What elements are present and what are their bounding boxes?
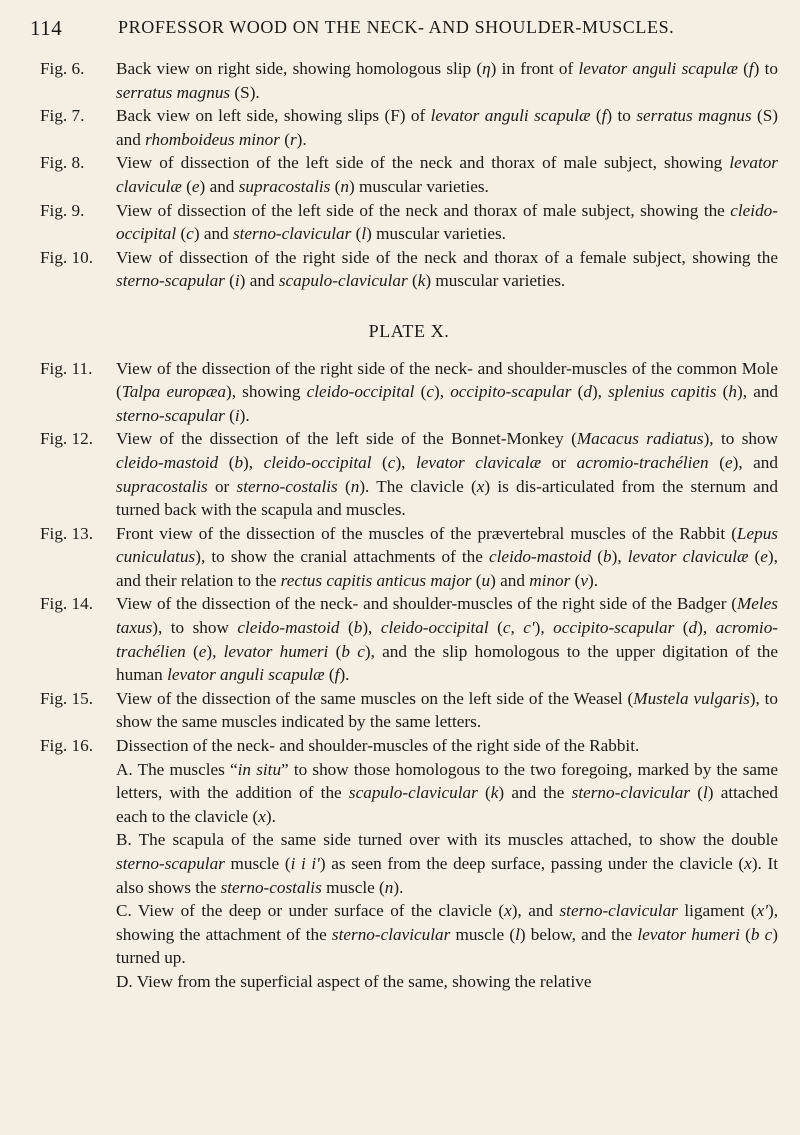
figure-description: View of the dissection of the same muscles on the left side of the Weasel (Mustela vulgaris), to show the same muscles indicated by the same letters. [116,688,778,732]
figure-subpart: B. The scapula of the same side turned over with its muscles attached, to show the double sterno-scapular muscle (i i i') as seen from the deep surface, passing under the clavicle (x). It also shows the sterno-costalis muscle (n). [116,830,778,897]
figure-label: Fig. 15. [40,688,94,708]
page-body [40,57,778,994]
figure-description-intro: Dissection of the neck- and shoulder-muscles of the right side of the Rabbit. [116,736,640,756]
figure-label: Fig. 10. [40,247,94,267]
plate-heading: PLATE X. [368,320,450,341]
figure-label: Fig. 6. [40,59,85,78]
figure-entry [40,151,778,198]
figure-entry [40,57,778,104]
figure-subpart: A. The muscles “in situ” to show those homologous to the two foregoing, marked by the same letters, with the addition of the scapulo-clavicular (k) and the sterno-clavicular (l) attached each to the clavicle (x). [116,759,779,826]
figure-list-plate-x [40,357,778,735]
figure-entry-16 [40,734,778,994]
figure-label: Fig. 11. [40,358,93,378]
figure-description: View of dissection of the left side of the neck and thorax of male subject, showing the cleido-occipital (c) and sterno-clavicular (l) muscular varieties. [116,200,778,244]
figure-subpart: C. View of the deep or under surface of the clavicle (x), and sterno-clavicular ligament (x'), showing the attachment of the sterno-clavicular muscle (l) below, and the levator humeri (b c) turned up. [116,901,778,968]
figure-label: Fig. 12. [40,429,94,449]
running-head: PROFESSOR WOOD ON THE NECK- AND SHOULDER-MUSCLES. [118,17,675,37]
figure-label: Fig. 9. [40,200,85,220]
figure-entry [40,687,778,734]
figure-entry [40,357,778,428]
figure-entry [40,592,778,686]
figure-description: View of the dissection of the neck- and shoulder-muscles of the right side of the Badger (Meles taxus), to show cleido-mastoid (b), cleido-occipital (c, c'), occipito-scapular (d), acromio-trachélien (e), levator humeri (b c), and the slip homologous to the upper digitation of the human levator anguli scapulæ (f). [116,594,779,685]
page-header [30,16,770,42]
figure-list-plate-ix [40,57,778,293]
figure-description [116,734,778,994]
figure-description: Back view on left side, showing slips (F) of levator anguli scapulæ (f) to serratus magnus (S) and rhomboideus minor (r). [116,106,779,149]
figure-entry [40,246,778,293]
figure-description: Back view on right side, showing homologous slip (η) in front of levator anguli scapulæ (f) to serratus magnus (S). [116,59,778,102]
figure-label: Fig. 13. [40,523,94,543]
figure-description: View of dissection of the left side of the neck and thorax of male subject, showing levator claviculæ (e) and supracostalis (n) muscular varieties. [116,153,778,196]
figure-entry [40,199,778,246]
figure-description: View of the dissection of the right side of the neck- and shoulder-muscles of the common Mole (Talpa europæa), showing cleido-occipital (c), occipito-scapular (d), splenius capitis (h), and sterno-scapular (i). [116,358,779,425]
figure-description: Front view of the dissection of the muscles of the prævertebral muscles of the Rabbit (Lepus cuniculatus), to show the cranial attachments of the cleido-mastoid (b), levator claviculæ (e), and their relation to the rectus capitis anticus major (u) and minor (v). [116,523,778,590]
figure-label: Fig. 8. [40,153,85,173]
figure-label: Fig. 7. [40,106,85,126]
figure-description: View of dissection of the right side of the neck and thorax of a female subject, showing the sterno-scapular (i) and scapulo-clavicular (k) muscular varieties. [116,247,778,291]
figure-description: View of the dissection of the left side of the Bonnet-Monkey (Macacus radiatus), to show cleido-mastoid (b), cleido-occipital (c), levator clavicalæ or acromio-trachélien (e), and supracostalis or sterno-costalis (n). The clavicle (x) is dis-articulated from the sternum and turned back with the scapula and muscles. [116,429,778,520]
figure-label: Fig. 14. [40,594,94,614]
figure-entry [40,522,778,593]
figure-label: Fig. 16. [40,736,94,756]
page-number: 114 [30,16,63,40]
figure-entry [40,427,778,521]
figure-entry [40,104,778,151]
figure-subpart: D. View from the superficial aspect of the same, showing the relative [116,971,592,991]
